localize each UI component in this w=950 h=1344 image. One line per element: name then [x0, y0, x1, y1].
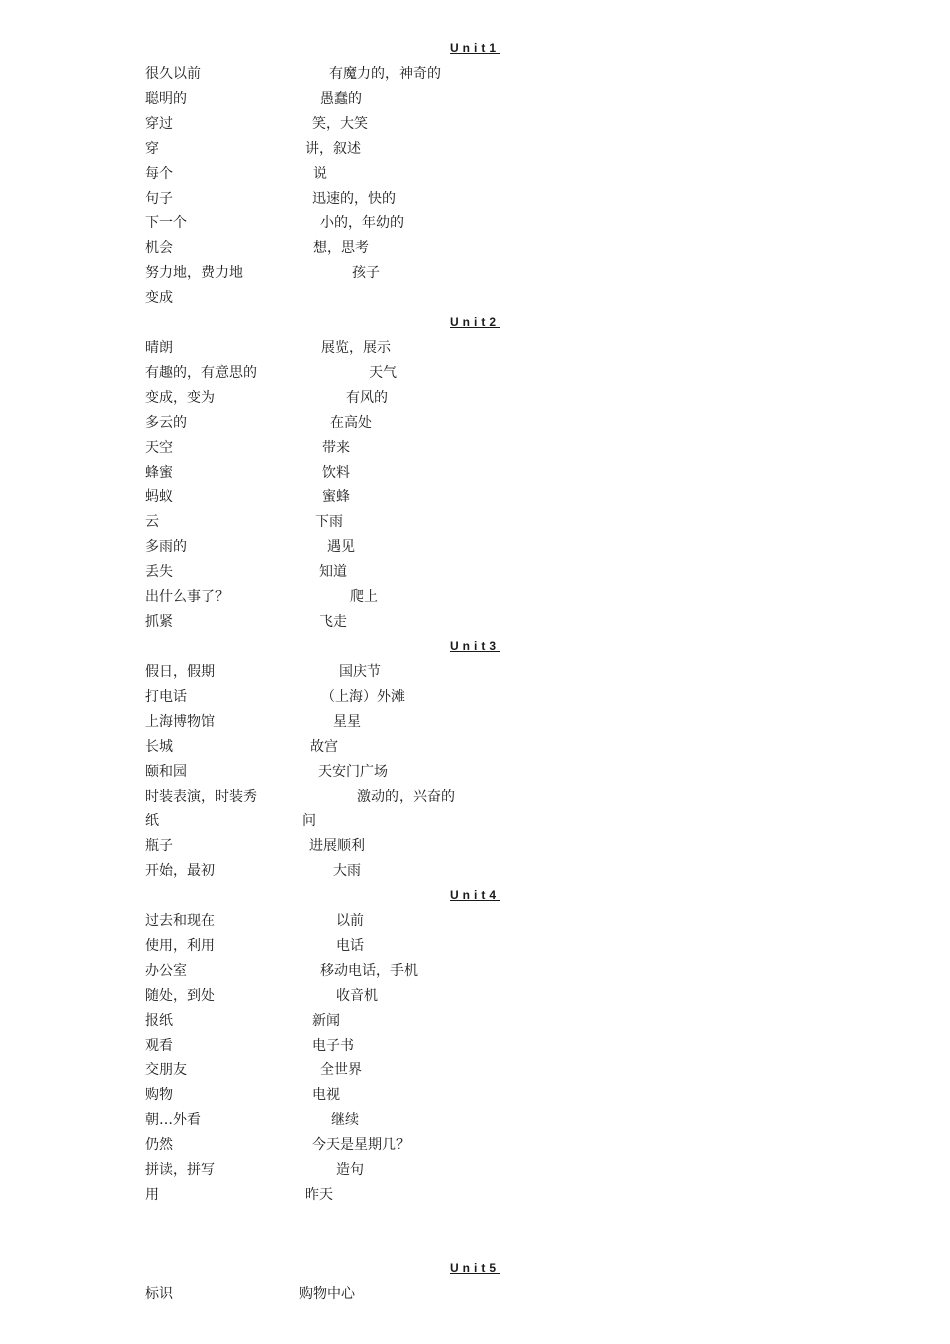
unit-heading: Unit2 — [450, 315, 500, 329]
unit-heading: Unit3 — [450, 639, 500, 653]
vocab-left-term: 颐和园 — [145, 763, 187, 780]
unit-heading: Unit4 — [450, 888, 500, 902]
vocab-right-term: 天安门广场 — [318, 763, 388, 780]
vocab-left-term: 观看 — [145, 1037, 173, 1054]
vocab-left-term: 多云的 — [145, 414, 187, 431]
vocab-left-term: 开始，最初 — [145, 863, 215, 880]
vocab-right-term: 笑，大笑 — [312, 115, 368, 132]
vocab-left-term: 下一个 — [145, 215, 187, 232]
vocab-right-term: 迅速的，快的 — [312, 190, 396, 207]
vocab-right-term: 电视 — [312, 1087, 340, 1104]
vocab-right-term: 造句 — [336, 1162, 364, 1178]
vocab-left-term: 购物 — [145, 1087, 173, 1104]
vocab-left-term: 使用，利用 — [145, 937, 215, 954]
vocab-left-term: 句子 — [145, 190, 173, 207]
vocab-left-term: 交朋友 — [145, 1062, 187, 1079]
unit-heading: Unit1 — [450, 41, 500, 55]
vocab-left-term: 天空 — [145, 439, 173, 456]
vocab-right-term: 带来 — [322, 439, 350, 456]
vocab-right-term: 遇见 — [327, 539, 355, 556]
vocab-right-term: 进展顺利 — [309, 838, 365, 855]
vocab-right-term: 移动电话，手机 — [320, 962, 418, 979]
vocab-right-term: 孩子 — [352, 265, 380, 282]
vocab-right-term: 下雨 — [315, 514, 343, 531]
vocab-left-term: 蚂蚁 — [145, 489, 173, 506]
vocab-left-term: 晴朗 — [145, 340, 173, 356]
vocab-left-term: 拼读，拼写 — [145, 1162, 215, 1178]
vocab-right-term: 问 — [302, 813, 316, 830]
vocab-right-term: 天气 — [369, 364, 397, 381]
vocab-right-term: 大雨 — [333, 863, 361, 880]
vocab-right-term: 有风的 — [346, 389, 388, 406]
vocab-left-term: 过去和现在 — [145, 913, 215, 929]
vocab-right-term: 在高处 — [330, 414, 372, 431]
vocab-left-term: 穿 — [145, 140, 159, 157]
vocab-left-term: 纸 — [145, 813, 159, 830]
vocab-right-term: 讲，叙述 — [305, 140, 361, 157]
unit-heading: Unit5 — [450, 1261, 500, 1275]
vocab-right-term: 有魔力的，神奇的 — [329, 66, 441, 82]
vocab-left-term: 时装表演，时装秀 — [145, 788, 257, 805]
vocab-right-term: 爬上 — [350, 589, 378, 605]
vocab-right-term: 收音机 — [336, 987, 378, 1004]
vocab-left-term: 变成，变为 — [145, 389, 215, 406]
vocab-left-term: 打电话 — [145, 688, 187, 705]
vocab-left-term: 仍然 — [145, 1137, 173, 1154]
vocab-right-term: 故宫 — [310, 738, 338, 755]
vocab-left-term: 报纸 — [145, 1012, 173, 1029]
vocab-left-term: 出什么事了？ — [145, 589, 229, 605]
vocab-left-term: 变成 — [145, 290, 173, 307]
vocab-left-term: 多雨的 — [145, 539, 187, 556]
vocab-left-term: 标识 — [145, 1286, 173, 1302]
vocab-left-term: 上海博物馆 — [145, 713, 215, 730]
vocab-right-term: 国庆节 — [339, 664, 381, 680]
vocab-right-term: 昨天 — [305, 1186, 333, 1203]
vocab-right-term: 以前 — [336, 913, 364, 929]
vocab-left-term: 很久以前 — [145, 66, 201, 82]
vocab-right-term: 新闻 — [312, 1012, 340, 1029]
vocab-left-term: 抓紧 — [145, 613, 173, 630]
vocab-right-term: 今天是星期几？ — [312, 1137, 410, 1154]
vocab-left-term: 云 — [145, 514, 159, 531]
vocab-right-term: 蜜蜂 — [322, 489, 350, 506]
vocab-left-term: 有趣的，有意思的 — [145, 364, 257, 381]
vocab-left-term: 机会 — [145, 240, 173, 257]
vocab-left-term: 用 — [145, 1186, 159, 1203]
vocab-right-term: 全世界 — [320, 1062, 362, 1079]
vocab-right-term: 购物中心 — [299, 1286, 355, 1302]
vocab-left-term: 随处，到处 — [145, 987, 215, 1004]
vocab-left-term: 努力地，费力地 — [145, 265, 243, 282]
vocab-right-term: 星星 — [333, 713, 361, 730]
vocab-left-term: 假日，假期 — [145, 664, 215, 680]
vocab-left-term: 穿过 — [145, 115, 173, 132]
vocab-left-term: 朝…外看 — [145, 1112, 201, 1129]
vocab-right-term: 知道 — [319, 564, 347, 581]
vocab-right-term: 激动的，兴奋的 — [357, 788, 455, 805]
vocab-left-term: 瓶子 — [145, 838, 173, 855]
vocab-right-term: 飞走 — [319, 613, 347, 630]
vocab-right-term: 说 — [313, 165, 327, 182]
vocab-right-term: 饮料 — [322, 464, 350, 481]
vocab-right-term: 电子书 — [312, 1037, 354, 1054]
vocab-right-term: 展览，展示 — [321, 340, 391, 356]
vocab-right-term: 继续 — [331, 1112, 359, 1129]
vocab-right-term: （上海）外滩 — [321, 688, 405, 705]
vocab-right-term: 想，思考 — [313, 240, 369, 257]
vocab-left-term: 办公室 — [145, 962, 187, 979]
vocab-left-term: 长城 — [145, 738, 173, 755]
vocab-left-term: 丢失 — [145, 564, 173, 581]
vocab-left-term: 聪明的 — [145, 90, 187, 107]
vocab-right-term: 电话 — [336, 937, 364, 954]
vocab-left-term: 蜂蜜 — [145, 464, 173, 481]
vocab-right-term: 小的，年幼的 — [320, 215, 404, 232]
vocab-right-term: 愚蠢的 — [320, 90, 362, 107]
vocab-left-term: 每个 — [145, 165, 173, 182]
